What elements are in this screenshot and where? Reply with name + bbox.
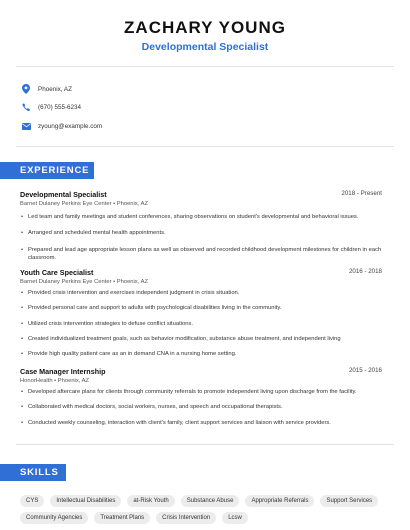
job-bullets [20,388,382,427]
skills-row [20,495,384,507]
skills-row [20,512,254,524]
job-bullet: • Collaborated with medical doctors, social workers, nurses, and speech and occupational therapists. [20,403,382,411]
skill-tag: Crisis Intervention [156,512,216,524]
divider [16,444,394,445]
skill-tag: at-Risk Youth [127,495,174,507]
job-bullet: • Led team and family meetings and student conferences, sharing observations on student's developmental and behavioral issues. [20,213,382,221]
job-header [20,268,382,278]
job-header [20,190,382,200]
section-experience-heading: EXPERIENCE [0,162,94,179]
skill-tag: Lcsw [222,512,248,524]
job-dates: 2018 - Present [341,190,382,197]
divider [16,66,394,67]
candidate-title: Developmental Specialist [141,41,269,53]
job-bullet: • Utilized crisis intervention strategies to defuse conflict situations. [20,320,382,328]
job-bullet: • Prepared and lead age appropriate lesson plans as well as observed and recorded childhood development milestones for children in each classroom. [20,246,382,263]
email-link[interactable]: zyoung@example.com [38,122,103,130]
skill-tag: Appropriate Referrals [245,495,314,507]
job-bullet: • Developed aftercare plans for clients through community referrals to promote independent living upon discharge from the facility. [20,388,382,396]
section-skills-heading: SKILLS [0,464,66,481]
envelope-icon [20,120,32,132]
skill-tag: Community Agencies [20,512,88,524]
job-bullets [20,289,382,358]
job-dates: 2016 - 2018 [348,268,382,275]
phone-icon [20,101,32,113]
job-bullet: • Provided personal care and support to adults with psychological disabilities living in the community. [20,304,382,312]
job-organization: HonorHealth • Phoenix, AZ [20,378,90,384]
skill-tag: Treatment Plans [94,512,150,524]
location-pin-icon [20,83,32,95]
job-title: Developmental Specialist [20,190,107,199]
job-bullet: • Conducted weekly counseling, interaction with client's family, client support services and liaison with service providers. [20,419,382,427]
contact-location [20,82,72,96]
job-entry [20,367,382,427]
skill-tag: Substance Abuse [181,495,240,507]
job-dates: 2015 - 2016 [348,367,382,374]
phone-text: (670) 555-6234 [38,103,82,111]
job-bullet: • Provided crisis intervention and exercises independent judgment in crisis situation. [20,289,382,297]
skill-tag: Intellectual Disabilities [50,495,121,507]
job-organization: Barnet Dulaney Perkins Eye Center • Phoenix, AZ [20,279,149,285]
job-organization: Barnet Dulaney Perkins Eye Center • Phoenix, AZ [20,201,149,207]
location-text: Phoenix, AZ [38,85,72,93]
divider [16,146,394,147]
skill-tag: CYS [20,495,44,507]
candidate-name: ZACHARY YOUNG [124,18,286,37]
contact-phone [20,100,81,114]
contact-email [20,119,102,133]
job-bullet: • Provide high quality patient care as an in demand CNA in a nursing home setting. [20,350,382,358]
job-header [20,367,382,377]
job-entry [20,268,382,358]
job-title: Youth Care Specialist [20,268,94,277]
job-bullets [20,213,382,262]
job-title: Case Manager Internship [20,367,106,376]
skill-tag: Support Services [320,495,378,507]
job-bullet: • Created individualized treatment goals, such as behavior modification, substance abuse treatment, and independent living [20,335,382,343]
job-bullet: • Arranged and scheduled mental health appointments. [20,229,382,237]
job-entry [20,190,382,262]
